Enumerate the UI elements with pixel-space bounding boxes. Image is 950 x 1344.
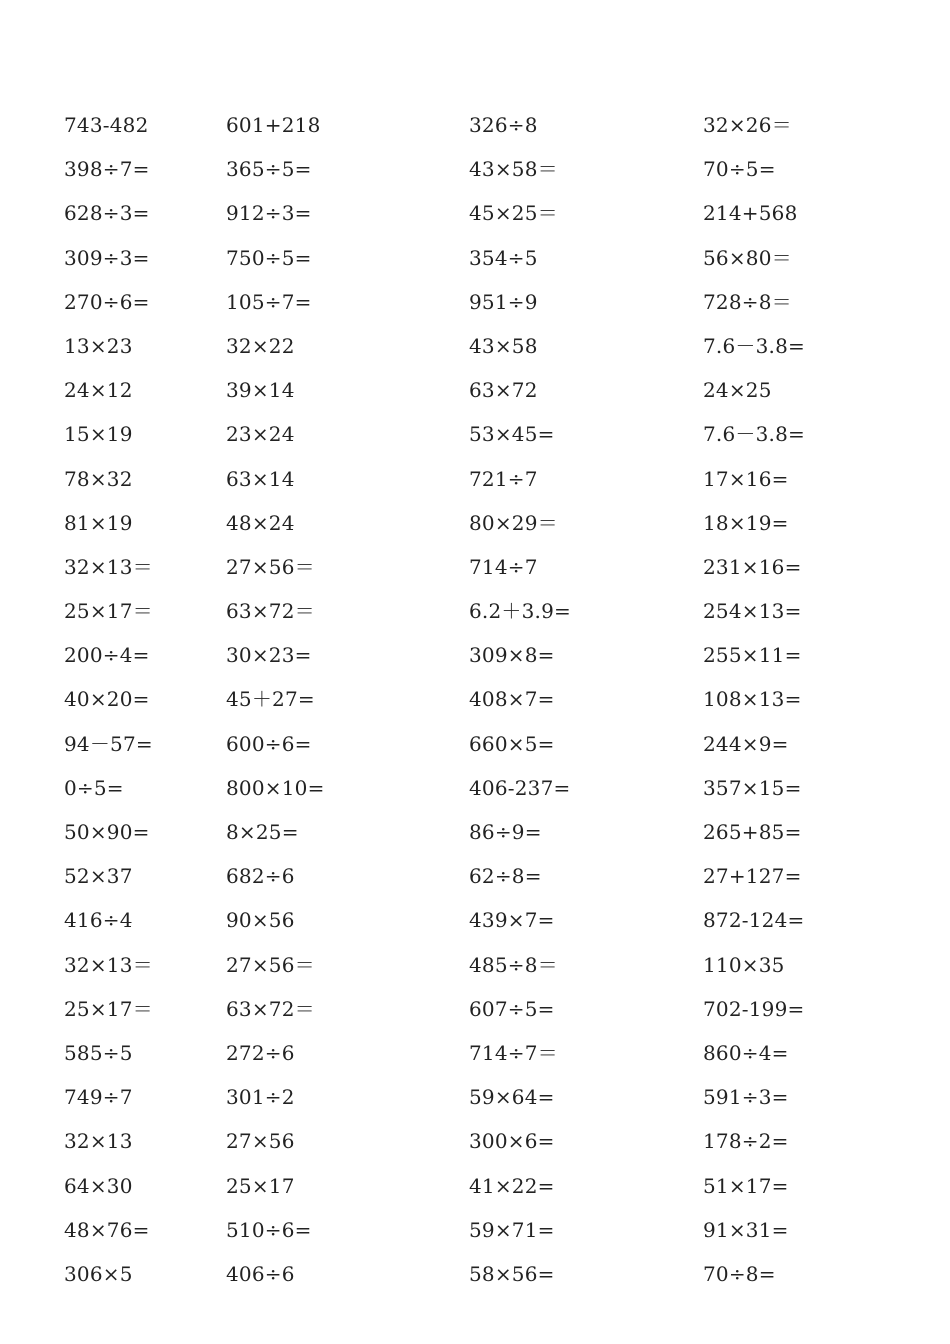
arithmetic-problem: 702-199= bbox=[703, 996, 805, 1021]
arithmetic-problem: 591÷3= bbox=[703, 1085, 789, 1110]
arithmetic-problem: 32×13 bbox=[64, 1129, 133, 1154]
arithmetic-problem: 7.6－3.8= bbox=[703, 333, 805, 358]
problem-row bbox=[0, 457, 950, 501]
arithmetic-problem: 326÷8 bbox=[469, 113, 538, 137]
arithmetic-problem: 214+568 bbox=[703, 201, 798, 226]
arithmetic-problem: 357×15= bbox=[703, 775, 802, 800]
problem-row bbox=[0, 147, 950, 191]
arithmetic-problem: 231×16= bbox=[703, 554, 802, 579]
arithmetic-problem: 41×22= bbox=[469, 1173, 555, 1198]
problem-row bbox=[0, 1208, 950, 1252]
arithmetic-problem: 27+127= bbox=[703, 864, 802, 889]
arithmetic-problem: 32×22 bbox=[226, 333, 295, 358]
arithmetic-problem: 309÷3= bbox=[64, 245, 150, 270]
arithmetic-problem: 30×23= bbox=[226, 643, 312, 668]
problem-row bbox=[0, 810, 950, 854]
arithmetic-problem: 23×24 bbox=[226, 422, 295, 447]
arithmetic-problem: 6.2＋3.9= bbox=[469, 599, 571, 624]
arithmetic-problem: 110×35 bbox=[703, 952, 785, 977]
problem-row bbox=[0, 1031, 950, 1075]
arithmetic-problem: 40×20= bbox=[64, 687, 150, 712]
arithmetic-problem: 58×56= bbox=[469, 1261, 555, 1286]
arithmetic-problem: 25×17 bbox=[226, 1173, 295, 1198]
arithmetic-problem: 48×76= bbox=[64, 1217, 150, 1242]
arithmetic-problem: 25×17＝ bbox=[64, 599, 153, 624]
arithmetic-problem: 94－57= bbox=[64, 731, 153, 756]
arithmetic-problem: 510÷6= bbox=[226, 1217, 312, 1242]
arithmetic-problem: 32×13＝ bbox=[64, 554, 153, 579]
arithmetic-problem: 24×25 bbox=[703, 378, 772, 403]
problem-row bbox=[0, 1119, 950, 1163]
arithmetic-problem: 78×32 bbox=[64, 466, 133, 491]
arithmetic-problem: 301÷2 bbox=[226, 1085, 295, 1110]
problem-row bbox=[0, 722, 950, 766]
problem-row bbox=[0, 324, 950, 368]
problem-row bbox=[0, 987, 950, 1031]
arithmetic-problem: 601+218 bbox=[226, 113, 321, 137]
arithmetic-problem: 750÷5= bbox=[226, 245, 312, 270]
arithmetic-problem: 70÷5= bbox=[703, 157, 776, 182]
arithmetic-problem: 39×14 bbox=[226, 378, 295, 403]
arithmetic-problem: 43×58 bbox=[469, 333, 538, 358]
arithmetic-problem: 743-482 bbox=[64, 113, 149, 137]
arithmetic-problem: 408×7= bbox=[469, 687, 555, 712]
arithmetic-problem: 51×17= bbox=[703, 1173, 789, 1198]
problem-row bbox=[0, 854, 950, 898]
arithmetic-problem: 64×30 bbox=[64, 1173, 133, 1198]
arithmetic-problem: 354÷5 bbox=[469, 245, 538, 270]
arithmetic-problem: 728÷8＝ bbox=[703, 289, 792, 314]
arithmetic-problem: 607÷5= bbox=[469, 996, 555, 1021]
problem-row bbox=[0, 545, 950, 589]
problem-row bbox=[0, 898, 950, 942]
problem-row bbox=[0, 103, 950, 147]
arithmetic-problem: 585÷5 bbox=[64, 1040, 133, 1065]
arithmetic-problem: 45×25＝ bbox=[469, 201, 558, 226]
problem-row bbox=[0, 1075, 950, 1119]
arithmetic-problem: 13×23 bbox=[64, 333, 133, 358]
arithmetic-problem: 63×72 bbox=[469, 378, 538, 403]
arithmetic-problem: 714÷7＝ bbox=[469, 1040, 558, 1065]
arithmetic-problem: 628÷3= bbox=[64, 201, 150, 226]
arithmetic-problem: 86÷9= bbox=[469, 820, 542, 844]
arithmetic-problem: 50×90= bbox=[64, 820, 150, 844]
arithmetic-problem: 749÷7 bbox=[64, 1085, 133, 1110]
arithmetic-problem: 25×17＝ bbox=[64, 996, 153, 1021]
arithmetic-problem: 105÷7= bbox=[226, 289, 312, 314]
arithmetic-problem: 682÷6 bbox=[226, 864, 295, 889]
arithmetic-problem: 62÷8= bbox=[469, 864, 542, 889]
arithmetic-problem: 27×56＝ bbox=[226, 952, 315, 977]
arithmetic-problem: 398÷7= bbox=[64, 157, 150, 182]
arithmetic-problem: 872-124= bbox=[703, 908, 805, 933]
arithmetic-problem: 860÷4= bbox=[703, 1040, 789, 1065]
problem-row bbox=[0, 280, 950, 324]
arithmetic-problem: 255×11= bbox=[703, 643, 802, 668]
problem-row bbox=[0, 1164, 950, 1208]
problem-row bbox=[0, 1252, 950, 1296]
problem-row bbox=[0, 943, 950, 987]
arithmetic-problem: 63×72＝ bbox=[226, 996, 315, 1021]
arithmetic-problem: 721÷7 bbox=[469, 466, 538, 491]
arithmetic-problem: 27×56＝ bbox=[226, 554, 315, 579]
arithmetic-problem: 200÷4= bbox=[64, 643, 150, 668]
arithmetic-problem: 59×71= bbox=[469, 1217, 555, 1242]
problem-row bbox=[0, 236, 950, 280]
arithmetic-problem: 265+85= bbox=[703, 820, 802, 844]
arithmetic-problem: 800×10= bbox=[226, 775, 325, 800]
problem-row bbox=[0, 501, 950, 545]
arithmetic-problem: 70÷8= bbox=[703, 1261, 776, 1286]
arithmetic-problem: 416÷4 bbox=[64, 908, 133, 933]
arithmetic-problem: 24×12 bbox=[64, 378, 133, 403]
arithmetic-problem: 17×16= bbox=[703, 466, 789, 491]
arithmetic-problem: 244×9= bbox=[703, 731, 789, 756]
arithmetic-problem: 81×19 bbox=[64, 510, 133, 535]
arithmetic-problem: 270÷6= bbox=[64, 289, 150, 314]
problem-row bbox=[0, 412, 950, 456]
arithmetic-problem: 53×45= bbox=[469, 422, 555, 447]
arithmetic-problem: 365÷5= bbox=[226, 157, 312, 182]
worksheet bbox=[0, 103, 950, 1296]
arithmetic-problem: 15×19 bbox=[64, 422, 133, 447]
arithmetic-problem: 485÷8＝ bbox=[469, 952, 558, 977]
arithmetic-problem: 178÷2= bbox=[703, 1129, 789, 1154]
arithmetic-problem: 32×13＝ bbox=[64, 952, 153, 977]
problem-row bbox=[0, 677, 950, 721]
arithmetic-problem: 90×56 bbox=[226, 908, 295, 933]
problem-row bbox=[0, 766, 950, 810]
arithmetic-problem: 56×80＝ bbox=[703, 245, 792, 270]
problem-row bbox=[0, 589, 950, 633]
arithmetic-problem: 63×14 bbox=[226, 466, 295, 491]
problem-row bbox=[0, 191, 950, 235]
arithmetic-problem: 80×29＝ bbox=[469, 510, 558, 535]
arithmetic-problem: 600÷6= bbox=[226, 731, 312, 756]
arithmetic-problem: 8×25= bbox=[226, 820, 299, 844]
arithmetic-problem: 406÷6 bbox=[226, 1261, 295, 1286]
arithmetic-problem: 59×64= bbox=[469, 1085, 555, 1110]
arithmetic-problem: 91×31= bbox=[703, 1217, 789, 1242]
arithmetic-problem: 52×37 bbox=[64, 864, 133, 889]
arithmetic-problem: 406-237= bbox=[469, 775, 571, 800]
arithmetic-problem: 48×24 bbox=[226, 510, 295, 535]
problem-row bbox=[0, 633, 950, 677]
arithmetic-problem: 714÷7 bbox=[469, 554, 538, 579]
arithmetic-problem: 108×13= bbox=[703, 687, 802, 712]
arithmetic-problem: 18×19= bbox=[703, 510, 789, 535]
arithmetic-problem: 300×6= bbox=[469, 1129, 555, 1154]
arithmetic-problem: 912÷3= bbox=[226, 201, 312, 226]
arithmetic-problem: 7.6－3.8= bbox=[703, 422, 805, 447]
arithmetic-problem: 63×72＝ bbox=[226, 599, 315, 624]
arithmetic-problem: 439×7= bbox=[469, 908, 555, 933]
problem-row bbox=[0, 368, 950, 412]
arithmetic-problem: 272÷6 bbox=[226, 1040, 295, 1065]
arithmetic-problem: 309×8= bbox=[469, 643, 555, 668]
arithmetic-problem: 254×13= bbox=[703, 599, 802, 624]
arithmetic-problem: 660×5= bbox=[469, 731, 555, 756]
arithmetic-problem: 0÷5= bbox=[64, 775, 124, 800]
arithmetic-problem: 27×56 bbox=[226, 1129, 295, 1154]
arithmetic-problem: 951÷9 bbox=[469, 289, 538, 314]
arithmetic-problem: 306×5 bbox=[64, 1261, 133, 1286]
arithmetic-problem: 45＋27= bbox=[226, 687, 315, 712]
arithmetic-problem: 32×26＝ bbox=[703, 113, 792, 137]
arithmetic-problem: 43×58＝ bbox=[469, 157, 558, 182]
